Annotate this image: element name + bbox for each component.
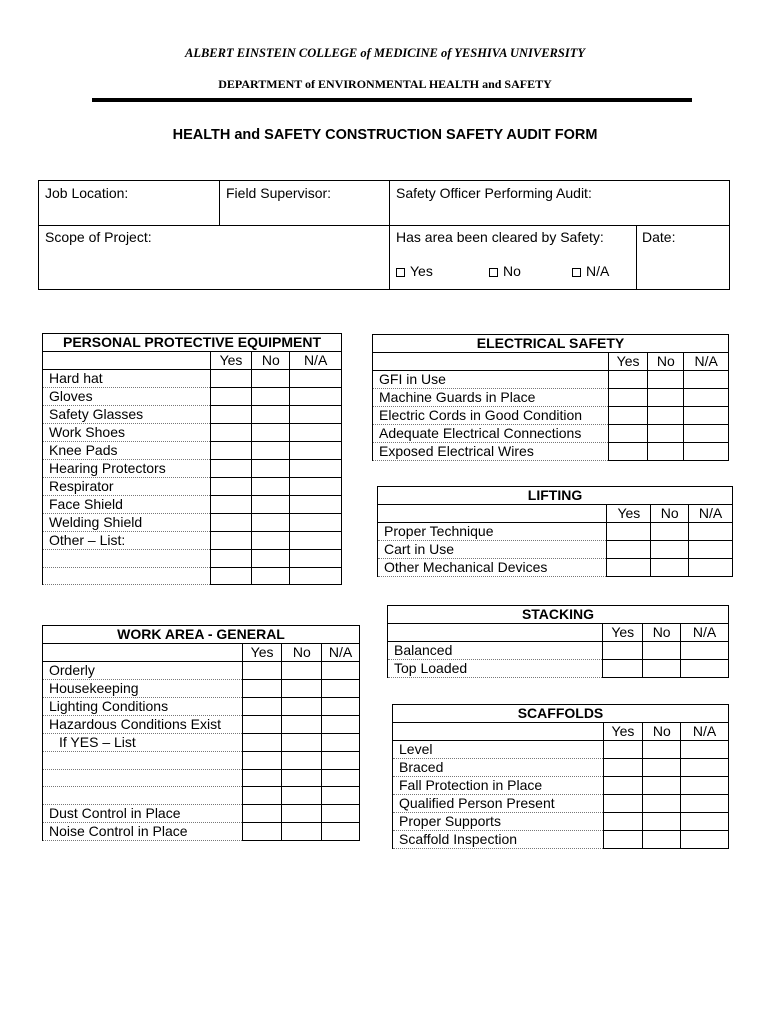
yes-check-cell[interactable] [607,559,651,577]
no-check-cell[interactable] [282,822,322,840]
na-check-cell[interactable] [689,523,733,541]
yes-check-cell[interactable] [210,442,252,460]
no-column-header: No [643,723,681,741]
no-check-cell[interactable] [252,406,290,424]
checklist-item-label: If YES – List [43,734,243,752]
yes-check-cell[interactable] [210,424,252,442]
ppe-table [42,333,342,585]
checklist-item-label: GFI in Use [373,371,609,389]
checklist-item-label: Scaffold Inspection [393,831,604,849]
table-row [373,371,729,389]
no-check-cell[interactable] [643,642,681,660]
na-check-cell[interactable] [290,460,342,478]
checklist-item-label: Machine Guards in Place [373,389,609,407]
cleared-yes-option[interactable]: Yes [396,263,433,279]
stacking-title: STACKING [388,606,729,624]
na-check-cell[interactable] [322,680,360,698]
checklist-item-label: Electric Cords in Good Condition [373,407,609,425]
table-row [388,660,729,678]
no-check-cell[interactable] [648,407,684,425]
table-row [43,370,342,388]
lifting-title: LIFTING [378,487,733,505]
table-row [378,559,733,577]
column-spacer [373,353,609,371]
yes-check-cell[interactable] [210,478,252,496]
checklist-item-label: Cart in Use [378,541,607,559]
table-row [43,567,342,585]
no-check-cell[interactable] [643,759,681,777]
cleared-no-option[interactable]: No [489,263,521,279]
table-row [43,734,360,752]
checklist-item-label: Orderly [43,662,243,680]
no-check-cell[interactable] [643,660,681,678]
yes-check-cell[interactable] [242,822,282,840]
na-check-cell[interactable] [290,478,342,496]
na-check-cell[interactable] [322,698,360,716]
na-column-header: N/A [681,723,729,741]
no-check-cell[interactable] [643,831,681,849]
column-spacer [393,723,604,741]
checklist-item-label: Hard hat [43,370,211,388]
na-check-cell[interactable] [684,425,729,443]
column-spacer [43,352,211,370]
checklist-item-label: Gloves [43,388,211,406]
yes-check-cell[interactable] [603,759,643,777]
checklist-item-label: Face Shield [43,496,211,514]
yes-check-cell[interactable] [242,752,282,770]
na-check-cell[interactable] [290,424,342,442]
yes-check-cell[interactable] [603,777,643,795]
na-check-cell[interactable] [684,407,729,425]
table-row [373,425,729,443]
yes-check-cell[interactable] [242,698,282,716]
no-check-cell[interactable] [252,550,290,568]
checklist-item-label: Balanced [388,642,603,660]
yes-column-header: Yes [608,353,648,371]
no-check-cell[interactable] [643,741,681,759]
na-check-cell[interactable] [681,795,729,813]
table-row [43,769,360,787]
yes-check-cell[interactable] [603,642,643,660]
table-row [43,514,342,532]
na-check-cell[interactable] [684,443,729,461]
safety-officer-label: Safety Officer Performing Audit: [396,185,592,201]
yes-check-cell[interactable] [242,662,282,680]
yes-check-cell[interactable] [608,371,648,389]
no-check-cell[interactable] [252,514,290,532]
no-check-cell[interactable] [252,478,290,496]
table-row [393,831,729,849]
checklist-item-label [43,752,243,770]
yes-check-cell[interactable] [242,804,282,822]
table-row [43,478,342,496]
checklist-item-label: Hearing Protectors [43,460,211,478]
checklist-item-label [43,550,211,568]
yes-check-cell[interactable] [210,388,252,406]
no-check-cell[interactable] [282,698,322,716]
yes-check-cell[interactable] [603,795,643,813]
scaffolds-title: SCAFFOLDS [393,705,729,723]
na-check-cell[interactable] [681,831,729,849]
checklist-item-label: Other – List: [43,532,211,550]
checklist-item-label: Noise Control in Place [43,822,243,840]
table-row [393,741,729,759]
yes-check-cell[interactable] [608,389,648,407]
yes-check-cell[interactable] [608,407,648,425]
job-location-label: Job Location: [45,185,129,201]
checklist-item-label: Qualified Person Present [393,795,604,813]
no-check-cell[interactable] [651,541,689,559]
table-row [43,787,360,805]
header-rule [92,98,692,102]
checklist-item-label: Proper Supports [393,813,604,831]
no-check-cell[interactable] [282,804,322,822]
no-check-cell[interactable] [252,567,290,585]
checklist-item-label [43,567,211,585]
no-column-header: No [643,624,681,642]
table-row [43,550,342,568]
yes-check-cell[interactable] [210,406,252,424]
no-check-cell[interactable] [282,662,322,680]
date-label: Date: [642,229,676,245]
na-check-cell[interactable] [290,550,342,568]
na-check-cell[interactable] [689,559,733,577]
table-row [43,496,342,514]
no-column-header: No [648,353,684,371]
no-check-cell[interactable] [651,523,689,541]
na-check-cell[interactable] [290,442,342,460]
no-check-cell[interactable] [252,370,290,388]
yes-column-header: Yes [607,505,651,523]
table-row [378,523,733,541]
checkbox-icon[interactable] [489,268,498,277]
column-spacer [388,624,603,642]
checklist-item-label: Respirator [43,478,211,496]
yes-check-cell[interactable] [603,741,643,759]
table-row [43,716,360,734]
checklist-item-label: Work Shoes [43,424,211,442]
na-check-cell[interactable] [290,532,342,550]
no-check-cell[interactable] [651,559,689,577]
no-column-header: No [651,505,689,523]
ppe-title: PERSONAL PROTECTIVE EQUIPMENT [43,334,342,352]
no-column-header: No [252,352,290,370]
checkbox-icon[interactable] [572,268,581,277]
department-name: DEPARTMENT of ENVIRONMENTAL HEALTH and SAFETY [218,77,552,91]
table-row [43,388,342,406]
na-check-cell[interactable] [290,567,342,585]
na-check-cell[interactable] [322,752,360,770]
yes-column-header: Yes [210,352,252,370]
na-check-cell[interactable] [684,371,729,389]
work-area-title: WORK AREA - GENERAL [43,626,360,644]
no-check-cell[interactable] [643,795,681,813]
college-name: ALBERT EINSTEIN COLLEGE of MEDICINE of YESHIVA UNIVERSITY [185,46,585,60]
yes-check-cell[interactable] [210,460,252,478]
table-row [373,389,729,407]
cleared-na-option[interactable]: N/A [572,263,609,279]
yes-check-cell[interactable] [242,680,282,698]
table-row [393,795,729,813]
yes-check-cell[interactable] [210,370,252,388]
work-area-general-table [42,625,360,841]
table-row [378,541,733,559]
na-check-cell[interactable] [322,804,360,822]
na-check-cell[interactable] [322,769,360,787]
na-check-cell[interactable] [290,388,342,406]
table-row [388,642,729,660]
yes-check-cell[interactable] [603,660,643,678]
column-spacer [378,505,607,523]
na-check-cell[interactable] [681,741,729,759]
table-row [373,443,729,461]
no-check-cell[interactable] [282,716,322,734]
checklist-item-label: Knee Pads [43,442,211,460]
no-check-cell[interactable] [252,442,290,460]
no-check-cell[interactable] [282,680,322,698]
table-row [373,407,729,425]
na-check-cell[interactable] [322,787,360,805]
no-check-cell[interactable] [282,769,322,787]
checklist-item-label: Proper Technique [378,523,607,541]
no-check-cell[interactable] [252,532,290,550]
na-check-cell[interactable] [681,660,729,678]
yes-check-cell[interactable] [607,541,651,559]
table-row [43,424,342,442]
yes-check-cell[interactable] [242,787,282,805]
na-check-cell[interactable] [681,642,729,660]
column-spacer [43,644,243,662]
no-column-header: No [282,644,322,662]
checklist-item-label: Safety Glasses [43,406,211,424]
no-check-cell[interactable] [252,496,290,514]
na-check-cell[interactable] [290,370,342,388]
na-check-cell[interactable] [681,813,729,831]
na-check-cell[interactable] [322,662,360,680]
scaffolds-table [392,704,729,849]
no-check-cell[interactable] [648,443,684,461]
checklist-item-label: Dust Control in Place [43,804,243,822]
no-check-cell[interactable] [252,388,290,406]
cleared-label: Has area been cleared by Safety: [396,229,604,245]
checklist-item-label [43,769,243,787]
checklist-item-label: Adequate Electrical Connections [373,425,609,443]
no-check-cell[interactable] [282,752,322,770]
table-row [43,406,342,424]
table-row [43,804,360,822]
checklist-item-label: Top Loaded [388,660,603,678]
table-row [43,460,342,478]
yes-check-cell[interactable] [242,734,282,752]
checklist-item-label: Lighting Conditions [43,698,243,716]
table-row [43,532,342,550]
na-column-header: N/A [322,644,360,662]
yes-check-cell[interactable] [242,716,282,734]
na-check-cell[interactable] [681,759,729,777]
yes-check-cell[interactable] [210,514,252,532]
na-column-header: N/A [689,505,733,523]
checkbox-icon[interactable] [396,268,405,277]
yes-check-cell[interactable] [603,813,643,831]
yes-check-cell[interactable] [210,567,252,585]
yes-column-header: Yes [603,624,643,642]
yes-check-cell[interactable] [608,425,648,443]
checklist-item-label: Level [393,741,604,759]
no-check-cell[interactable] [648,425,684,443]
electrical-title: ELECTRICAL SAFETY [373,335,729,353]
checklist-item-label [43,787,243,805]
table-row [393,759,729,777]
no-check-cell[interactable] [282,734,322,752]
na-check-cell[interactable] [290,406,342,424]
na-check-cell[interactable] [322,734,360,752]
na-check-cell[interactable] [322,716,360,734]
yes-check-cell[interactable] [242,769,282,787]
yes-check-cell[interactable] [603,831,643,849]
checklist-item-label: Hazardous Conditions Exist [43,716,243,734]
scope-label: Scope of Project: [45,229,152,245]
na-column-header: N/A [290,352,342,370]
na-check-cell[interactable] [689,541,733,559]
checklist-item-label: Braced [393,759,604,777]
checklist-item-label: Fall Protection in Place [393,777,604,795]
table-row [43,752,360,770]
no-check-cell[interactable] [643,777,681,795]
yes-check-cell[interactable] [607,523,651,541]
na-column-header: N/A [684,353,729,371]
na-check-cell[interactable] [290,514,342,532]
na-check-cell[interactable] [684,389,729,407]
field-supervisor-label: Field Supervisor: [226,185,332,201]
stacking-table [387,605,729,678]
lifting-table [377,486,733,577]
yes-check-cell[interactable] [210,532,252,550]
na-column-header: N/A [681,624,729,642]
table-row [43,442,342,460]
no-check-cell[interactable] [648,389,684,407]
table-row [43,662,360,680]
checklist-item-label: Welding Shield [43,514,211,532]
table-row [43,822,360,840]
table-row [393,813,729,831]
checklist-item-label: Exposed Electrical Wires [373,443,609,461]
no-check-cell[interactable] [648,371,684,389]
table-row [393,777,729,795]
table-row [43,698,360,716]
na-check-cell[interactable] [290,496,342,514]
checklist-item-label: Other Mechanical Devices [378,559,607,577]
no-check-cell[interactable] [252,460,290,478]
yes-column-header: Yes [603,723,643,741]
no-check-cell[interactable] [643,813,681,831]
no-check-cell[interactable] [252,424,290,442]
electrical-safety-table [372,334,729,461]
table-row [43,680,360,698]
no-check-cell[interactable] [282,787,322,805]
yes-check-cell[interactable] [210,496,252,514]
checklist-item-label: Housekeeping [43,680,243,698]
project-info-box [38,180,730,290]
yes-check-cell[interactable] [210,550,252,568]
na-check-cell[interactable] [681,777,729,795]
form-title: HEALTH and SAFETY CONSTRUCTION SAFETY AUDIT FORM [172,127,598,143]
yes-column-header: Yes [242,644,282,662]
yes-check-cell[interactable] [608,443,648,461]
na-check-cell[interactable] [322,822,360,840]
